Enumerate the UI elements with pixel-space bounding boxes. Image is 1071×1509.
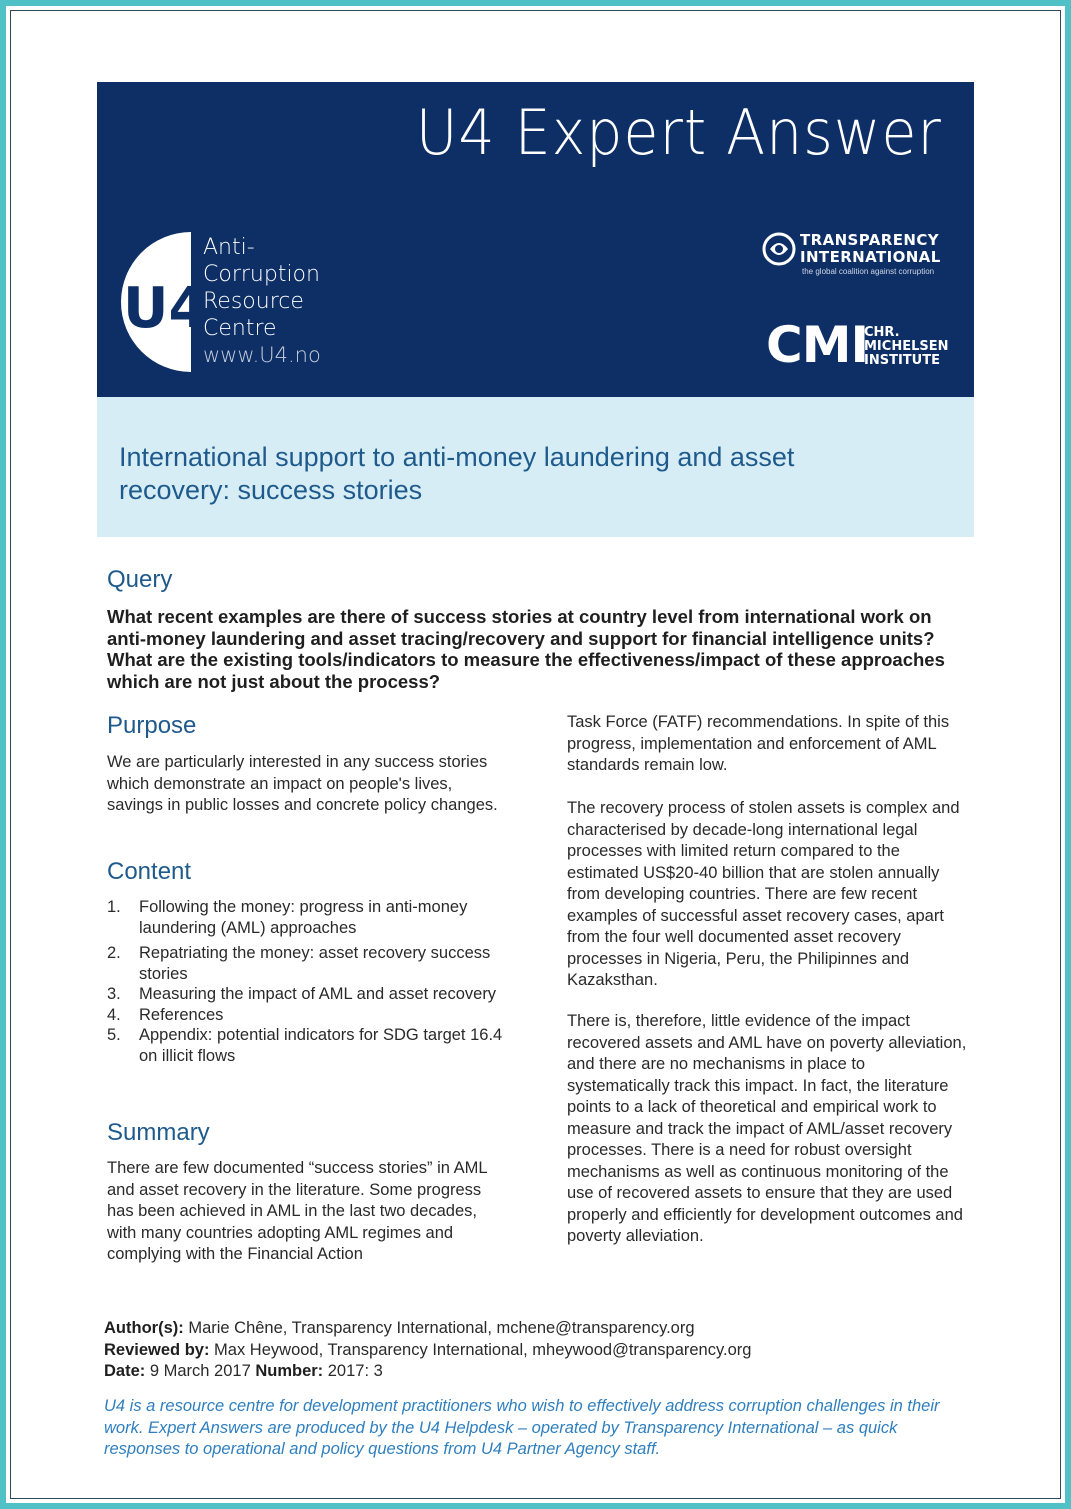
query-heading: Query <box>107 566 173 593</box>
ti-line-2: INTERNATIONAL <box>800 248 941 266</box>
date-line <box>104 1361 964 1383</box>
banner-title: U4 Expert Answer <box>415 96 942 169</box>
content-item <box>107 943 517 984</box>
content-item <box>107 984 517 1005</box>
header-banner <box>97 82 974 397</box>
reviewer-label: Reviewed by: <box>104 1340 210 1359</box>
ti-tagline: the global coalition against corruption <box>802 267 935 276</box>
summary-text: There are few documented “success stories” in AML and asset recovery in the literature. Some progress has been achieved in AML in the last two decades, with many countries adopting AML regimes and complying with the Financial Action <box>107 1159 487 1263</box>
cmi-abbr: CMI <box>766 316 869 374</box>
content-item-text: Measuring the impact of AML and asset recovery <box>139 985 497 1003</box>
u4-name-block <box>203 234 321 369</box>
content-item-number: 5. <box>107 1026 121 1044</box>
content-item-text: Repatriating the money: asset recovery success stories <box>139 944 491 983</box>
content-item-text: References <box>139 1005 224 1024</box>
query-text: What recent examples are there of success stories at country level from international work on anti-money laundering and asset tracing/recovery and support for financial intelligence units? What are the existing tools/indicators to measure the effectiveness/impact of these approaches which are not just about the process? <box>107 606 945 692</box>
u4-line-3: Resource <box>203 289 304 314</box>
content-item <box>107 1005 517 1026</box>
author-label: Author(s): <box>104 1319 184 1337</box>
content-item-text: Appendix: potential indicators for SDG target 16.4 on illicit flows <box>139 1026 503 1065</box>
reviewer-value: Max Heywood, Transparency International, mheywood@transparency.org <box>209 1340 752 1359</box>
right-paragraph-2: The recovery process of stolen assets is complex and characterised by decade-long international legal processes with limited return compared to the estimated US$20-40 billion that are stolen annually from developing countries. There are few recent examples of successful asset recovery cases, apart from the four well documented asset recovery processes in Nigeria, Peru, the Philipinnes and Kazaksthan. <box>567 799 960 989</box>
date-label: Date: <box>104 1362 146 1380</box>
content-heading: Content <box>107 858 192 885</box>
cmi-line-3: INSTITUTE <box>864 353 940 368</box>
cmi-line-2: MICHELSEN <box>864 339 949 354</box>
author-line <box>104 1318 964 1340</box>
summary-heading: Summary <box>107 1119 210 1146</box>
title-band <box>97 397 974 537</box>
transparency-international-logo <box>762 230 942 278</box>
content-list <box>107 897 517 1066</box>
content-item-number: 2. <box>107 944 121 962</box>
right-paragraph-3: There is, therefore, little evidence of the impact recovered assets and AML have on poverty alleviation, and there are no mechanisms in place to systematically track this impact. In fact, the literature points to a lack of theoretical and empirical work to measure and track the impact of AML/asset recovery processes. There is a need for robust oversight mechanisms as well as continuous monitoring of the use of recovered assets to ensure that they are used properly and efficiently for development outcomes and poverty alleviation. <box>567 1012 967 1245</box>
footer-note: U4 is a resource centre for development practitioners who wish to effectively address corruption challenges in their work. Expert Answers are produced by the U4 Helpdesk – operated by Transparency International – as quick responses to operational and policy questions from U4 Partner Agency staff. <box>104 1397 940 1458</box>
ti-line-1: TRANSPARENCY <box>800 231 939 249</box>
reviewer-line <box>104 1340 964 1362</box>
right-paragraph-1: Task Force (FATF) recommendations. In spite of this progress, implementation and enforcement of AML standards remain low. <box>567 713 950 774</box>
u4-url: www.U4.no <box>203 343 321 367</box>
cmi-name <box>864 326 948 368</box>
content-item <box>107 897 517 938</box>
document-metadata <box>104 1318 964 1383</box>
u4-logo-mark: U4 <box>123 276 208 341</box>
document-title: International support to anti-money laundering and asset recovery: success stories <box>119 442 795 505</box>
purpose-text: We are particularly interested in any success stories which demonstrate an impact on people's lives, savings in public losses and concrete policy changes. <box>107 753 498 814</box>
u4-line-1: Anti- <box>203 235 255 260</box>
number-value: 2017: 3 <box>323 1362 383 1380</box>
cmi-line-1: CHR. <box>864 325 900 340</box>
content-item <box>107 1025 517 1066</box>
u4-line-4: Centre <box>203 316 277 341</box>
u4-line-2: Corruption <box>203 262 320 287</box>
ti-name <box>800 232 941 266</box>
ti-globe-icon <box>762 232 796 266</box>
content-item-number: 1. <box>107 898 121 916</box>
content-item-number: 4. <box>107 1005 121 1024</box>
cmi-logo <box>766 316 949 374</box>
author-value: Marie Chêne, Transparency International, mchene@transparency.org <box>183 1319 695 1337</box>
purpose-heading: Purpose <box>107 712 197 739</box>
content-item-text: Following the money: progress in anti-money laundering (AML) approaches <box>139 898 468 937</box>
content-item-number: 3. <box>107 985 121 1003</box>
date-value: 9 March 2017 <box>145 1362 256 1380</box>
number-label: Number: <box>255 1362 324 1380</box>
